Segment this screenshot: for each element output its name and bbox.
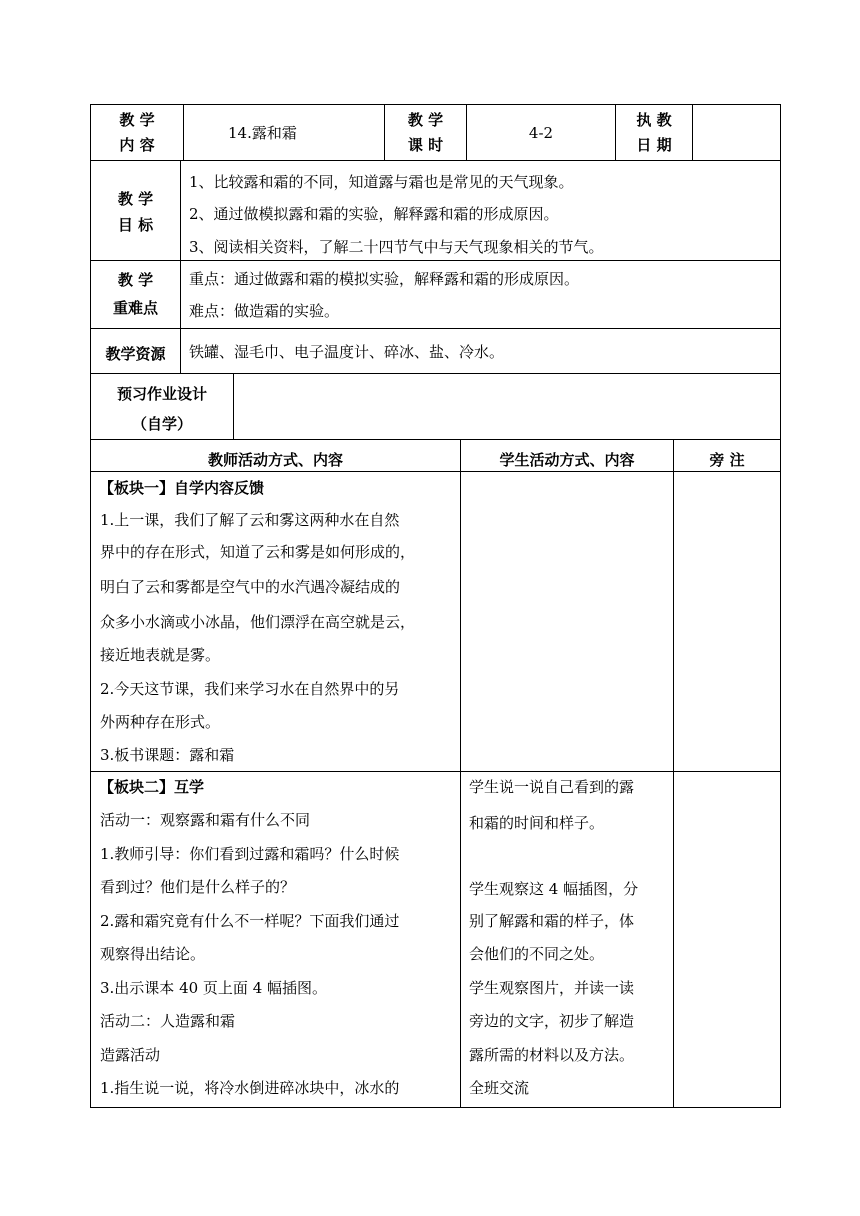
row-divider (90, 328, 781, 329)
student-line: 别了解露和霜的样子，体 (469, 912, 635, 930)
column-divider (673, 439, 674, 1108)
subject-label: 内 容 (119, 136, 155, 154)
table-border-right (780, 104, 781, 1108)
preview-label: 预习作业设计 (116, 385, 207, 403)
resources-value: 铁罐、湿毛巾、电子温度计、碎冰、盐、冷水。 (189, 343, 505, 361)
keypoint-item: 难点：做造霜的实验。 (189, 302, 340, 320)
teacher-column-header: 教师活动方式、内容 (207, 451, 343, 469)
section1-line: 2.今天这节课，我们来学习水在自然界中的另 (100, 680, 400, 698)
student-column-header: 学生活动方式、内容 (499, 451, 635, 469)
student-line: 学生观察这 4 幅插图，分 (469, 880, 639, 898)
subject-label: 教 学 (119, 111, 155, 129)
table-border-top (90, 104, 781, 105)
column-divider (692, 104, 693, 161)
row-divider (90, 439, 781, 440)
section1-line: 外两种存在形式。 (100, 713, 221, 731)
preview-label: （自学） (131, 415, 192, 433)
section2-line: 活动一：观察露和霜有什么不同 (100, 811, 311, 829)
notes-column-header: 旁 注 (709, 451, 745, 469)
section2-line: 2.露和霜究竟有什么不一样呢？下面我们通过 (100, 912, 400, 930)
student-line: 学生说一说自己看到的露 (469, 778, 635, 796)
row-divider (90, 260, 781, 261)
section1-line: 接近地表就是雾。 (100, 646, 221, 664)
section2-line: 看到过？他们是什么样子的？ (100, 878, 296, 896)
section2-line: 3.出示课本 40 页上面 4 幅插图。 (100, 979, 328, 997)
goals-label: 教 学 (117, 190, 154, 208)
goals-label: 目 标 (117, 216, 154, 234)
row-divider (90, 471, 781, 472)
period-label: 课 时 (407, 136, 444, 154)
column-divider (183, 104, 184, 161)
column-divider (180, 160, 181, 374)
section2-line: 1.教师引导：你们看到过露和霜吗？什么时候 (100, 845, 400, 863)
section2-line: 观察得出结论。 (100, 945, 206, 963)
period-value: 4-2 (528, 124, 554, 142)
section2-line: 活动二：人造露和霜 (100, 1012, 236, 1030)
section2-title: 【板块二】互学 (99, 778, 205, 796)
date-label: 执 教 (636, 111, 672, 129)
goal-item: 2、通过做模拟露和霜的实验，解释露和霜的形成原因。 (189, 205, 559, 223)
resources-label: 教学资源 (105, 345, 166, 363)
section1-title: 【板块一】自学内容反馈 (99, 479, 265, 497)
goal-item: 1、比较露和霜的不同，知道露与霜也是常见的天气现象。 (189, 173, 574, 191)
keypoints-label: 教 学 (117, 271, 154, 289)
student-line: 露所需的材料以及方法。 (469, 1046, 635, 1064)
section1-line: 3.板书课题：露和霜 (100, 746, 235, 764)
row-divider (90, 771, 781, 772)
student-line: 学生观察图片，并读一读 (469, 979, 635, 997)
subject-value: 14.露和霜 (228, 124, 297, 142)
student-line: 会他们的不同之处。 (469, 945, 605, 963)
student-line: 旁边的文字，初步了解造 (469, 1012, 635, 1030)
column-divider (460, 439, 461, 1108)
row-divider (90, 373, 781, 374)
keypoint-item: 重点：通过做露和霜的模拟实验，解释露和霜的形成原因。 (189, 270, 580, 288)
period-label: 教 学 (407, 111, 444, 129)
section1-line: 明白了云和雾都是空气中的水汽遇冷凝结成的 (100, 578, 401, 596)
section1-line: 界中的存在形式，知道了云和雾是如何形成的， (100, 543, 416, 561)
column-divider (233, 373, 234, 440)
table-border-left (90, 104, 91, 1108)
row-divider (90, 160, 781, 161)
section2-line: 1.指生说一说，将冷水倒进碎冰块中，冰水的 (100, 1079, 400, 1097)
student-line: 和霜的时间和样子。 (469, 814, 605, 832)
section2-line: 造露活动 (100, 1046, 161, 1064)
section1-line: 1.上一课，我们了解了云和雾这两种水在自然 (100, 511, 400, 529)
goal-item: 3、阅读相关资料，了解二十四节气中与天气现象相关的节气。 (189, 238, 604, 256)
table-border-bottom (90, 1107, 781, 1108)
student-line: 全班交流 (469, 1079, 530, 1097)
date-label: 日 期 (636, 136, 672, 154)
section1-line: 众多小水滴或小冰晶，他们漂浮在高空就是云， (100, 613, 416, 631)
keypoints-label: 重难点 (112, 299, 158, 317)
